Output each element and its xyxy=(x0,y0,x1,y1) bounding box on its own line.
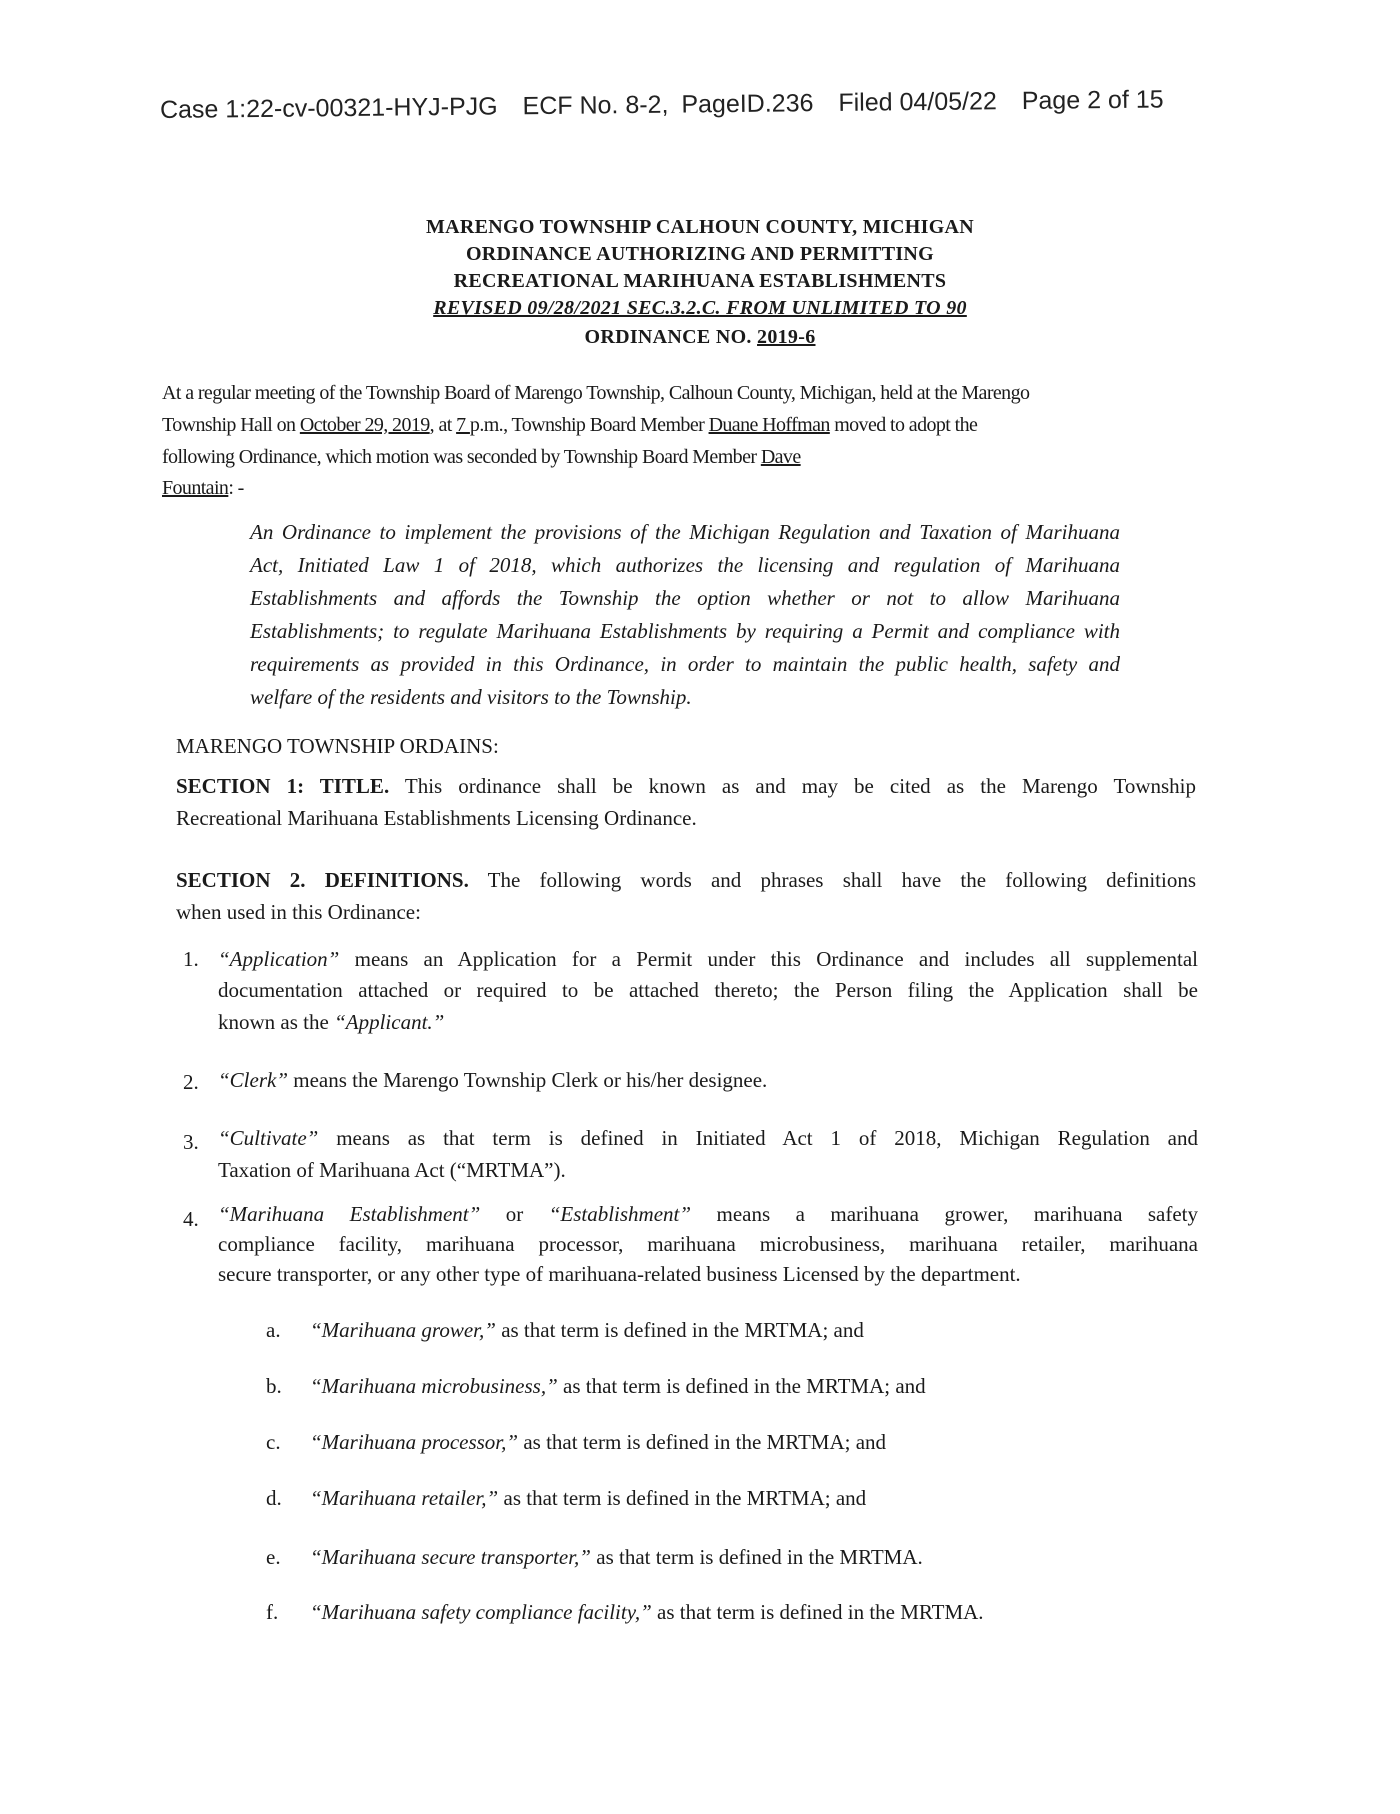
ordinance-number-label: ORDINANCE NO. xyxy=(584,326,758,348)
ecf-number: ECF No. 8-2, xyxy=(522,90,669,121)
sub-item xyxy=(266,1318,864,1343)
section-text: when used in this Ordinance: xyxy=(176,900,421,924)
purpose-line: An Ordinance to implement the provisions of the Michigan Regulation and Taxation of Marihuana xyxy=(250,520,1120,544)
item-number: 2. xyxy=(183,1070,199,1094)
meeting-time: 7 xyxy=(456,414,470,436)
sub-item xyxy=(266,1430,886,1455)
filed-date: Filed 04/05/22 xyxy=(838,87,997,117)
title-line: MARENGO TOWNSHIP CALHOUN COUNTY, MICHIGAN xyxy=(425,216,975,238)
sub-item-letter: b. xyxy=(266,1374,282,1398)
defined-term: “Applicant.” xyxy=(334,1010,445,1034)
revision-note: REVISED 09/28/2021 SEC.3.2.C. FROM UNLIMITED TO 90 xyxy=(433,297,967,319)
defined-term: “Marihuana safety compliance facility,” xyxy=(310,1600,652,1624)
seconder-name: Fountain xyxy=(162,477,229,499)
defined-term: “Marihuana Establishment” xyxy=(218,1202,481,1226)
court-filing-header xyxy=(160,85,1182,125)
intro-line xyxy=(162,477,244,500)
sub-item xyxy=(266,1600,984,1625)
page-id: PageID.236 xyxy=(681,89,814,119)
defined-term: “Marihuana secure transporter,” xyxy=(310,1545,591,1569)
intro-line xyxy=(162,414,977,437)
purpose-line: welfare of the residents and visitors to the Township. xyxy=(250,685,692,709)
sub-item-text: as that term is defined in the MRTMA; and xyxy=(495,1318,864,1342)
page-number: Page 2 of 15 xyxy=(1021,85,1164,115)
definition-text: means the Marengo Township Clerk or his/her designee. xyxy=(288,1068,768,1092)
section-text: The following words and phrases shall have the following definitions xyxy=(468,868,1196,892)
sub-item-letter: c. xyxy=(266,1430,281,1454)
section-text: Recreational Marihuana Establishments Licensing Ordinance. xyxy=(176,806,697,830)
definition-text: documentation attached or required to be attached thereto; the Person filing the Application shall be xyxy=(218,978,1198,1002)
text: : - xyxy=(228,477,244,499)
seconder-name: Dave xyxy=(760,446,801,468)
sub-item-text: as that term is defined in the MRTMA; and xyxy=(498,1486,867,1510)
mover-name: Duane Hoffman xyxy=(708,414,830,436)
defined-term: “Marihuana microbusiness,” xyxy=(310,1374,558,1398)
text: , at xyxy=(429,414,457,436)
sub-item-letter: e. xyxy=(266,1545,281,1569)
sub-item xyxy=(266,1545,923,1570)
purpose-line: Establishments; to regulate Marihuana Establishments by requiring a Permit and compliance with xyxy=(250,619,1120,643)
ordinance-number xyxy=(0,326,1400,349)
sub-item xyxy=(266,1486,866,1511)
section-heading: SECTION 2. DEFINITIONS. xyxy=(176,868,469,892)
sub-item-text: as that term is defined in the MRTMA; and xyxy=(557,1374,926,1398)
definition-text: Taxation of Marihuana Act (“MRTMA”). xyxy=(218,1158,566,1182)
intro-line xyxy=(162,446,801,469)
ordains-heading: MARENGO TOWNSHIP ORDAINS: xyxy=(176,734,499,758)
sub-item-letter: f. xyxy=(266,1600,279,1624)
definition-text: means an Application for a Permit under this Ordinance and includes all supplemental xyxy=(339,947,1198,971)
section-heading: SECTION 1: TITLE. xyxy=(176,774,390,798)
sub-item-text: as that term is defined in the MRTMA. xyxy=(651,1600,984,1624)
meeting-date: October 29, 2019 xyxy=(299,414,430,436)
text: moved to adopt the xyxy=(829,414,978,436)
sub-item-text: as that term is defined in the MRTMA. xyxy=(591,1545,923,1569)
defined-term: “Application” xyxy=(218,947,340,971)
defined-term: “Marihuana processor,” xyxy=(310,1430,519,1454)
definition-text: means as that term is defined in Initiated Act 1 of 2018, Michigan Regulation and xyxy=(318,1126,1198,1150)
defined-term: “Marihuana grower,” xyxy=(310,1318,496,1342)
sub-item-letter: a. xyxy=(266,1318,281,1342)
definition-text: secure transporter, or any other type of marihuana-related business Licensed by the department. xyxy=(218,1262,1021,1286)
sub-item xyxy=(266,1374,926,1399)
sub-item-text: as that term is defined in the MRTMA; and xyxy=(518,1430,887,1454)
ordinance-number-value: 2019-6 xyxy=(757,326,816,348)
definition-text: compliance facility, marihuana processor, marihuana microbusiness, marihuana retailer, marihuana xyxy=(218,1232,1198,1256)
section-text: This ordinance shall be known as and may be cited as the Marengo Township xyxy=(389,774,1196,798)
defined-term: “Cultivate” xyxy=(218,1126,319,1150)
item-number: 1. xyxy=(183,947,199,971)
defined-term: “Clerk” xyxy=(218,1068,289,1092)
text: p.m., Township Board Member xyxy=(469,414,709,436)
intro-line: At a regular meeting of the Township Board of Marengo Township, Calhoun County, Michigan, held at the Marengo xyxy=(162,382,1030,404)
defined-term: “Marihuana retailer,” xyxy=(310,1486,499,1510)
text: following Ordinance, which motion was seconded by Township Board Member xyxy=(162,446,761,468)
purpose-line: Act, Initiated Law 1 of 2018, which authorizes the licensing and regulation of Marihuana xyxy=(250,553,1120,577)
definition-text: or xyxy=(480,1202,549,1226)
definition-text: means a marihuana grower, marihuana safety xyxy=(691,1202,1198,1226)
sub-item-letter: d. xyxy=(266,1486,282,1510)
purpose-line: requirements as provided in this Ordinance, in order to maintain the public health, safety and xyxy=(250,652,1120,676)
title-line: ORDINANCE AUTHORIZING AND PERMITTING xyxy=(465,243,935,265)
item-number: 3. xyxy=(183,1130,199,1154)
case-number: Case 1:22-cv-00321-HYJ-PJG xyxy=(159,92,498,124)
defined-term: “Establishment” xyxy=(548,1202,692,1226)
purpose-line: Establishments and affords the Township the option whether or not to allow Marihuana xyxy=(250,586,1120,610)
title-line: RECREATIONAL MARIHUANA ESTABLISHMENTS xyxy=(453,270,947,292)
item-number: 4. xyxy=(183,1207,199,1231)
text: Township Hall on xyxy=(162,414,300,436)
definition-text: known as the xyxy=(218,1010,335,1034)
